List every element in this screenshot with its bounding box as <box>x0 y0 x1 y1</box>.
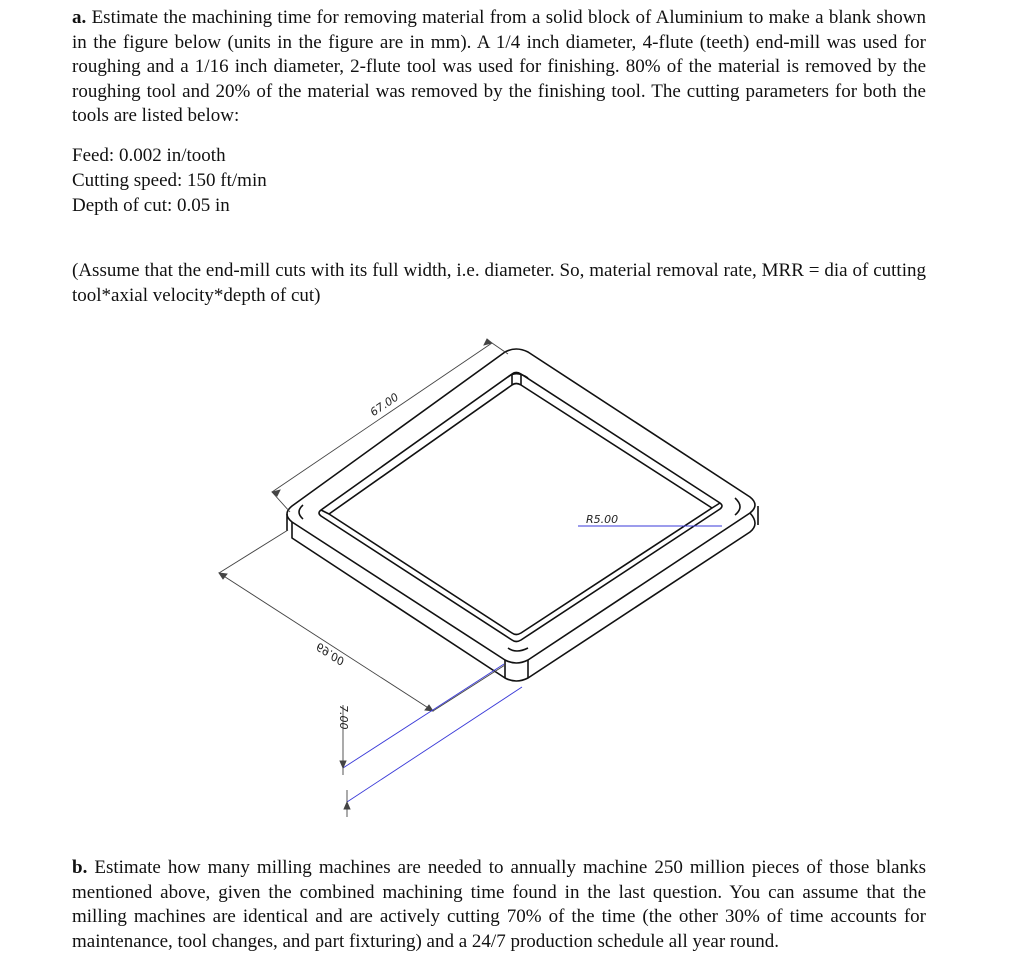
assumption-note: (Assume that the end-mill cuts with its full width, i.e. diameter. So, material removal rate, MRR = dia of cutting tool*axial velocity*depth of cut) <box>72 260 926 306</box>
dim-label-67: 67.00 <box>367 390 402 419</box>
part-outline <box>287 349 758 681</box>
dimension-67 <box>272 339 508 512</box>
rim-corner-arc-right <box>735 498 740 515</box>
rim-corner-arc-front <box>508 648 528 651</box>
dim-label-7: 7.00 <box>337 705 350 730</box>
outer-rim-top <box>287 349 755 663</box>
param-depth-of-cut: Depth of cut: 0.05 in <box>72 195 230 216</box>
question-b-label: b. <box>72 857 88 878</box>
inner-corner-left <box>321 510 329 514</box>
dim-label-69: 69.00 <box>313 639 348 668</box>
question-a-label: a. <box>72 7 87 28</box>
rim-corner-arc-left <box>299 505 303 519</box>
question-a-text: Estimate the machining time for removing material from a solid block of Aluminium to make a blank shown in the figure below (units in the figure are in mm). A 1/4 inch diameter, 4-flute (teeth) end-mill was used for roughing and a 1/16 inch diameter, 2-flute tool was used for finishing. 80% of the material is removed by the roughing tool and 20% of the material was removed by the finishing tool. The cutting parameters for both the tools are listed below: <box>72 7 926 127</box>
param-cutting-speed: Cutting speed: 150 ft/min <box>72 170 267 191</box>
dimension-7 <box>343 664 522 802</box>
question-b-text: Estimate how many milling machines are needed to annually machine 250 million pieces of those blanks mentioned above, given the combined machining time found in the last question. You can assume that the milling machines are identical and are actively cutting 70% of the time (the other 30% of time accounts for maintenance, tool changes, and part fixturing) and a 24/7 production schedule all year round. <box>72 857 926 952</box>
question-b-paragraph <box>72 856 926 954</box>
inner-pocket-wall <box>329 384 712 635</box>
outer-rim-bottom <box>292 513 755 681</box>
dim-label-r5: R5.00 <box>586 513 619 526</box>
dimension-69 <box>219 530 505 711</box>
inner-corner-right <box>712 503 720 508</box>
param-feed: Feed: 0.002 in/tooth <box>72 145 226 166</box>
